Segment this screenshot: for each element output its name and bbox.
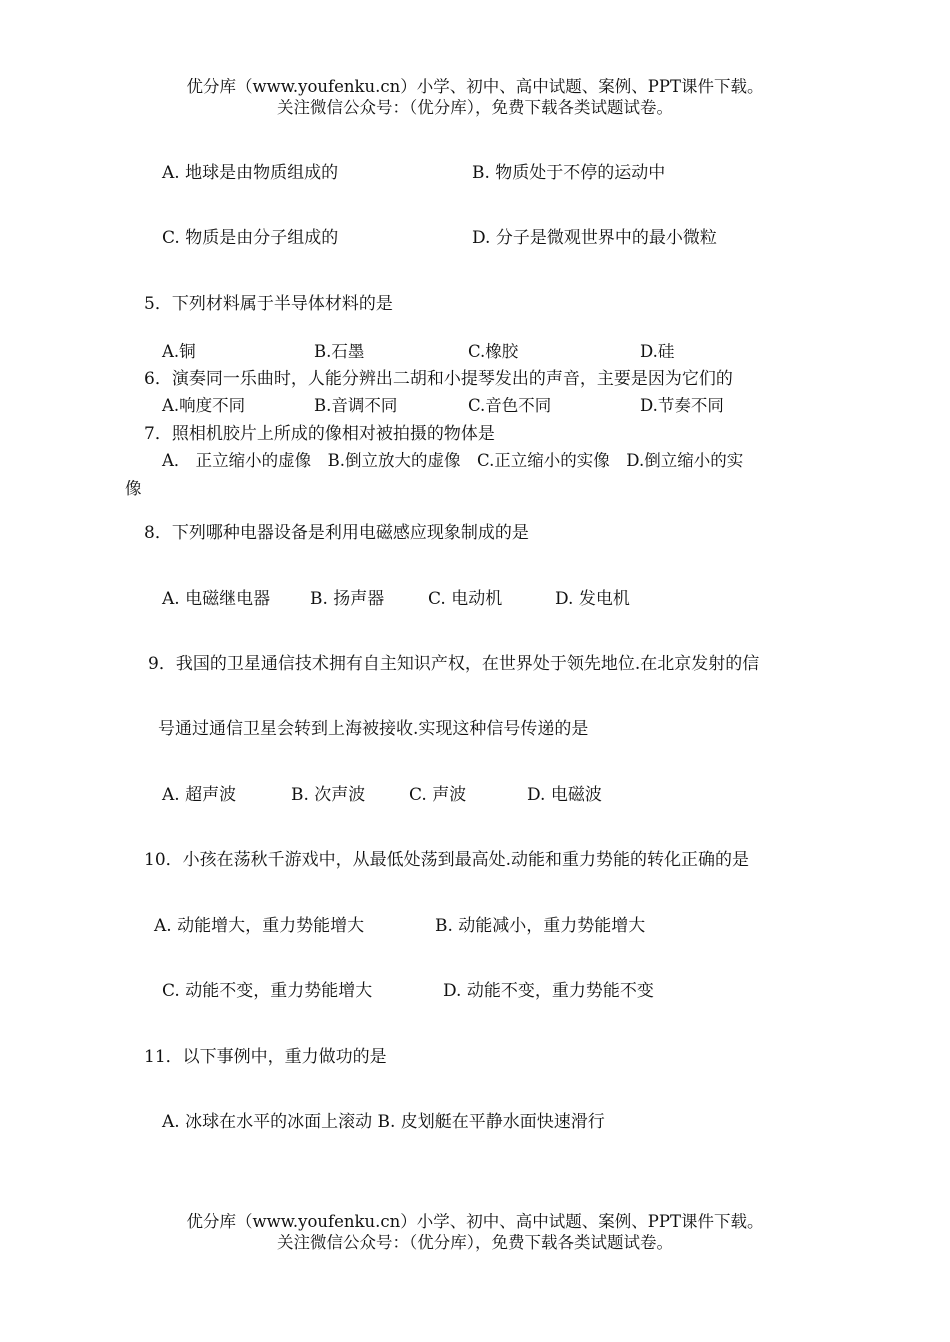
q7-options: A． 正立缩小的虚像 B.倒立放大的虚像 C.正立缩小的实像 D.倒立缩小的实 [162,451,744,470]
q5-stem: 5．下列材料属于半导体材料的是 [144,294,393,314]
q10-option-d: D. 动能不变，重力势能不变 [443,981,654,1001]
q8-option-c: C. 电动机 [428,589,503,609]
q4-option-c: C. 物质是由分子组成的 [162,228,339,248]
q9-stem-line-1: 9．我国的卫星通信技术拥有自主知识产权，在世界处于领先地位.在北京发射的信 [148,654,760,674]
q9-option-a: A. 超声波 [162,785,237,805]
q7-options-wrap: 像 [125,479,142,498]
q8-option-a: A. 电磁继电器 [162,589,271,609]
q6-option-b: B.音调不同 [314,396,398,415]
q6-option-a: A.响度不同 [162,396,246,415]
q10-option-a: A. 动能增大，重力势能增大 [154,916,365,936]
q6-option-d: D.节奏不同 [640,396,724,415]
q4-option-d: D. 分子是微观世界中的最小微粒 [472,228,717,248]
q4-option-b: B. 物质处于不停的运动中 [472,163,666,183]
q8-option-b: B. 扬声器 [310,589,385,609]
q9-stem-line-2: 号通过通信卫星会转到上海被接收.实现这种信号传递的是 [158,719,589,739]
q4-option-a: A. 地球是由物质组成的 [162,163,339,183]
q10-option-b: B. 动能减小，重力势能增大 [435,916,646,936]
q9-option-b: B. 次声波 [291,785,366,805]
q9-option-d: D. 电磁波 [527,785,602,805]
q10-stem: 10．小孩在荡秋千游戏中，从最低处荡到最高处.动能和重力势能的转化正确的是 [144,850,750,870]
q5-option-b: B.石墨 [314,342,365,361]
header-line-1: 优分库（www.youfenku.cn）小学、初中、高中试题、案例、PPT课件下载。 [186,77,764,96]
footer-line-2: 关注微信公众号：（优分库），免费下载各类试题试卷。 [277,1233,673,1252]
q5-option-a: A.铜 [162,342,196,361]
q9-option-c: C. 声波 [409,785,467,805]
q8-option-d: D. 发电机 [555,589,630,609]
header-line-2: 关注微信公众号：（优分库），免费下载各类试题试卷。 [277,98,673,117]
q6-option-c: C.音色不同 [468,396,552,415]
q7-stem: 7．照相机胶片上所成的像相对被拍摄的物体是 [144,424,495,444]
q11-stem: 11．以下事例中，重力做功的是 [144,1047,387,1067]
q5-option-c: C.橡胶 [468,342,519,361]
footer-line-1: 优分库（www.youfenku.cn）小学、初中、高中试题、案例、PPT课件下载。 [186,1212,764,1231]
q5-option-d: D.硅 [640,342,675,361]
q10-option-c: C. 动能不变，重力势能增大 [162,981,373,1001]
q6-stem: 6．演奏同一乐曲时，人能分辨出二胡和小提琴发出的声音，主要是因为它们的 [144,369,733,389]
q11-options-ab: A. 冰球在水平的冰面上滚动 B. 皮划艇在平静水面快速滑行 [162,1112,605,1132]
q8-stem: 8．下列哪种电器设备是利用电磁感应现象制成的是 [144,523,529,543]
